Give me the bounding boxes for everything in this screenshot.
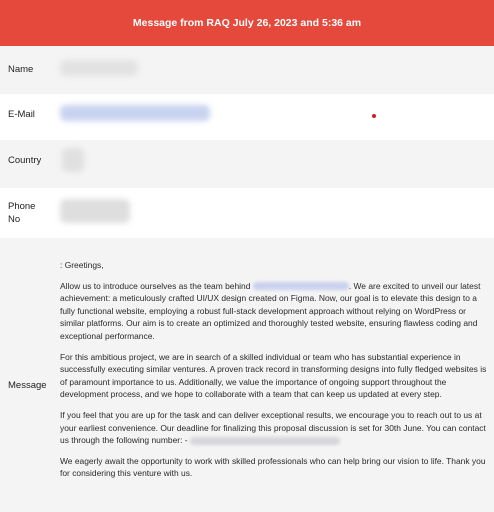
message-paragraph-1 bbox=[60, 280, 492, 343]
message-header bbox=[0, 0, 494, 46]
phone-label-line2: No bbox=[8, 214, 21, 225]
header-title: Message from RAQ July 26, 2023 and 5:36 am bbox=[132, 17, 362, 29]
name-value-redacted bbox=[60, 60, 138, 76]
p1-start-text: Allow us to introduce ourselves as the team behind bbox=[60, 280, 251, 291]
message-body bbox=[60, 259, 492, 488]
phone-label-line1: Phone bbox=[8, 201, 36, 212]
email-value-redacted bbox=[60, 105, 210, 121]
country-row bbox=[0, 140, 494, 188]
contact-number-redacted bbox=[190, 437, 340, 445]
team-name-redacted bbox=[253, 282, 349, 290]
message-paragraph-3 bbox=[60, 409, 492, 447]
message-paragraph-4: We eagerly await the opportunity to work with skilled professionals who can help bring our vision to life. Thank you for considering this venture with us. bbox=[60, 455, 486, 479]
country-label: Country bbox=[8, 155, 42, 166]
phone-value-redacted bbox=[60, 199, 130, 223]
message-paragraph-2: For this ambitious project, we are in search of a skilled individual or team who has substantial experience in successfully executing similar ventures. A proven track record in transforming designs into fully fledged websites is of paramount importance to us. Additionally, we value the importance of ongoing support throughout the development process, and we hope to collaborate with a team that can keep us updated at every step. bbox=[60, 351, 487, 400]
phone-row bbox=[0, 188, 494, 238]
name-row bbox=[0, 46, 494, 94]
message-label: Message bbox=[8, 380, 47, 391]
red-dot-marker bbox=[372, 114, 376, 118]
email-label: E-Mail bbox=[8, 109, 35, 120]
email-row bbox=[0, 94, 494, 140]
country-value-redacted bbox=[62, 148, 84, 172]
p3-text: If you feel that you are up for the task and can deliver exceptional results, we encourage you to reach out to us at your earliest convenience. Our deadline for finalizing this proposal discussion is set for 30th June. You can contact us through the following number: - bbox=[60, 409, 486, 446]
p1-end-text: . We are excited to unveil our latest achievement: a meticulously crafted UI/UX design created on Figma. Now, our goal is to elevate this design to a fully functional website, employing a robust full-stack development approach without relying on WordPress or similar platforms. Our aim is to create an optimized and thoroughly tested website, ensuring flawless coding and exceptional performance. bbox=[60, 280, 481, 341]
message-greeting: : Greetings, bbox=[60, 260, 104, 270]
name-label: Name bbox=[8, 64, 34, 75]
